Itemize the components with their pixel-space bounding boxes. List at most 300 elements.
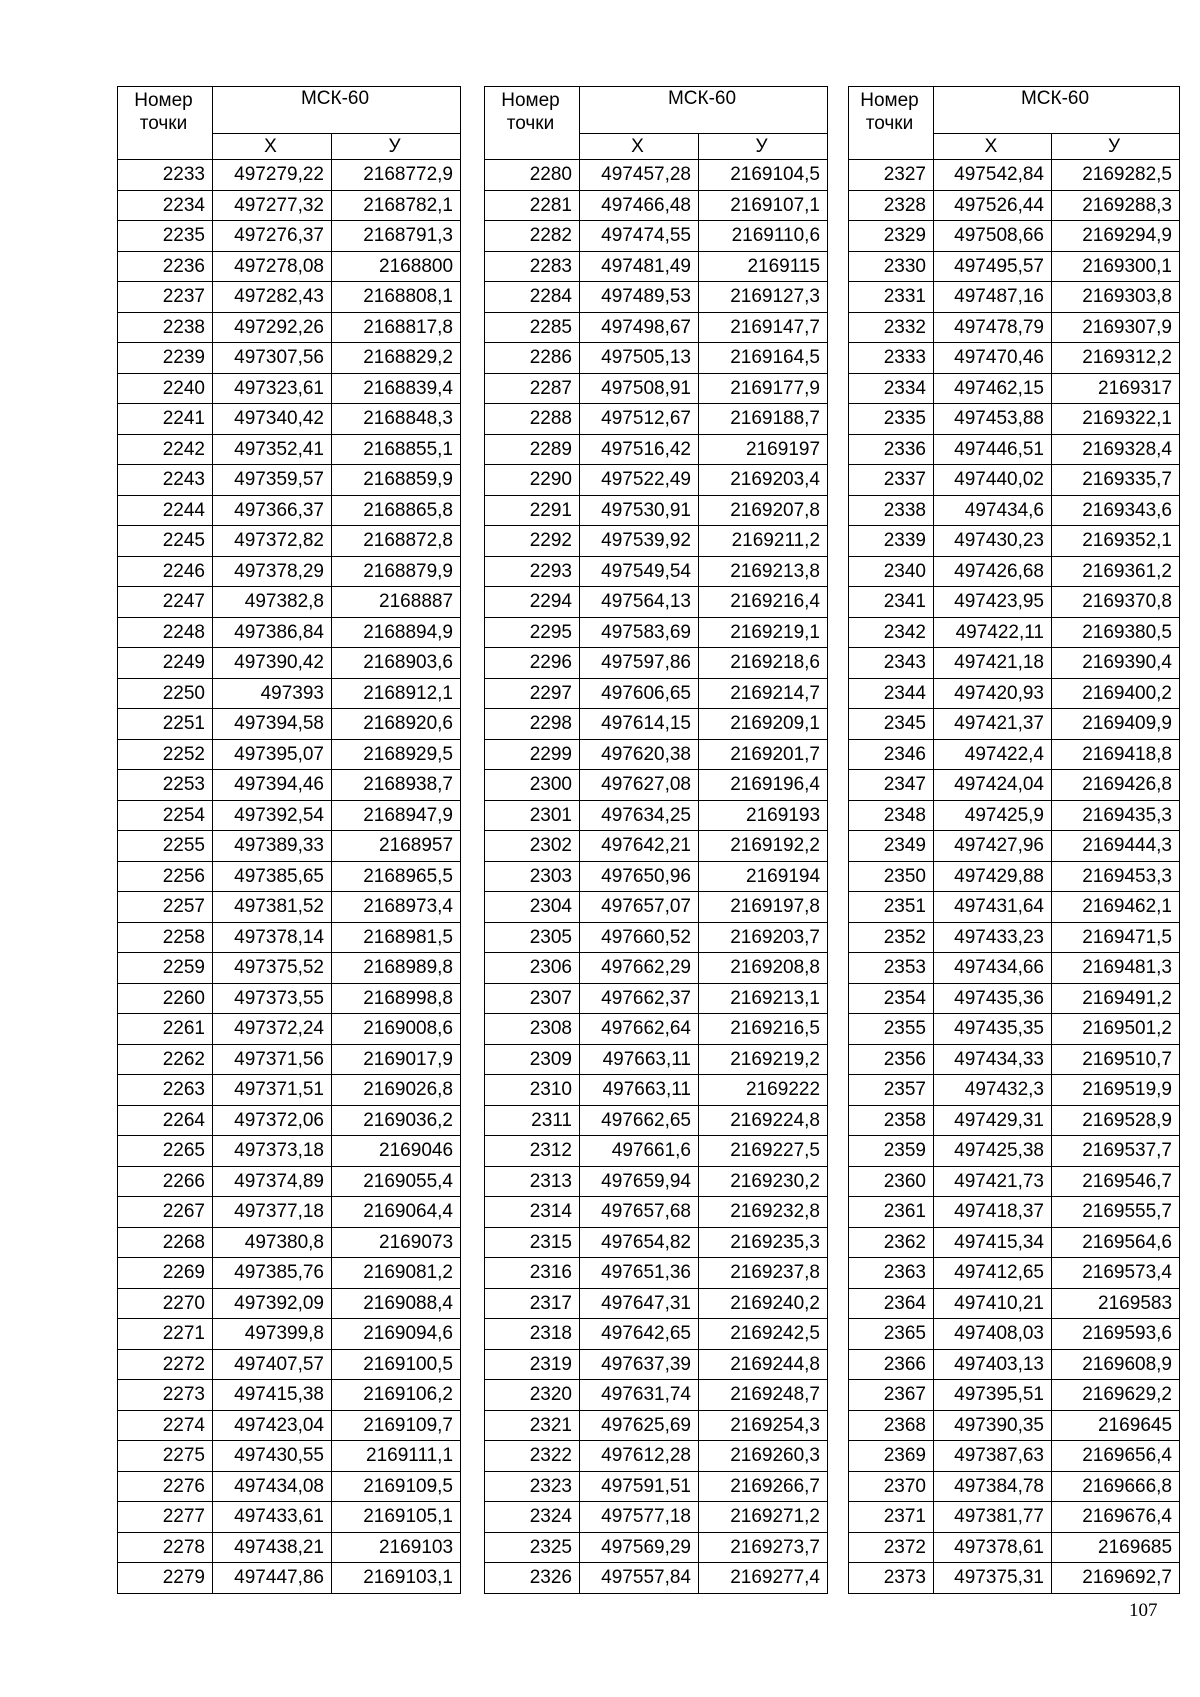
table-row <box>118 922 461 953</box>
y-coordinate-cell: 2169208,8 <box>699 953 828 984</box>
table-row <box>118 953 461 984</box>
table-row <box>485 1258 828 1289</box>
point-number-cell: 2289 <box>485 434 580 465</box>
y-coordinate-cell: 2169177,9 <box>699 373 828 404</box>
y-coordinate-cell: 2168848,3 <box>332 404 461 435</box>
y-coordinate-cell: 2169573,4 <box>1052 1258 1180 1289</box>
x-coordinate-cell: 497659,94 <box>580 1166 699 1197</box>
table-row <box>485 251 828 282</box>
x-coordinate-cell: 497422,11 <box>934 617 1052 648</box>
y-coordinate-cell: 2169188,7 <box>699 404 828 435</box>
y-coordinate-cell: 2168800 <box>332 251 461 282</box>
point-number-cell: 2287 <box>485 373 580 404</box>
table-row <box>849 678 1180 709</box>
table-row <box>849 709 1180 740</box>
y-coordinate-cell: 2169211,2 <box>699 526 828 557</box>
table-row <box>849 1105 1180 1136</box>
table-row <box>849 739 1180 770</box>
table-row <box>118 1197 461 1228</box>
x-coordinate-cell: 497631,74 <box>580 1380 699 1411</box>
table-row <box>849 465 1180 496</box>
y-coordinate-cell: 2169088,4 <box>332 1288 461 1319</box>
y-coordinate-cell: 2168989,8 <box>332 953 461 984</box>
x-coordinate-cell: 497399,8 <box>213 1319 332 1350</box>
x-coordinate-cell: 497447,86 <box>213 1563 332 1594</box>
point-number-cell: 2305 <box>485 922 580 953</box>
table-row <box>849 1380 1180 1411</box>
point-number-cell: 2317 <box>485 1288 580 1319</box>
y-coordinate-cell: 2169303,8 <box>1052 282 1180 313</box>
point-number-cell: 2349 <box>849 831 934 862</box>
table-row <box>485 953 828 984</box>
y-coordinate-cell: 2168957 <box>332 831 461 862</box>
point-number-cell: 2269 <box>118 1258 213 1289</box>
y-coordinate-cell: 2168865,8 <box>332 495 461 526</box>
point-number-cell: 2341 <box>849 587 934 618</box>
point-number-cell: 2360 <box>849 1166 934 1197</box>
y-coordinate-cell: 2169343,6 <box>1052 495 1180 526</box>
table-row <box>118 1471 461 1502</box>
table-row <box>118 831 461 862</box>
coordinate-system-header: МСК-60 <box>213 87 461 134</box>
point-number-cell: 2312 <box>485 1136 580 1167</box>
x-coordinate-cell: 497647,31 <box>580 1288 699 1319</box>
point-number-cell: 2333 <box>849 343 934 374</box>
table-row <box>485 556 828 587</box>
table-row <box>118 1532 461 1563</box>
point-number-cell: 2243 <box>118 465 213 496</box>
point-number-cell: 2282 <box>485 221 580 252</box>
x-coordinate-cell: 497392,54 <box>213 800 332 831</box>
y-coordinate-cell: 2169244,8 <box>699 1349 828 1380</box>
x-coordinate-cell: 497650,96 <box>580 861 699 892</box>
x-coordinate-cell: 497371,51 <box>213 1075 332 1106</box>
y-coordinate-cell: 2169197 <box>699 434 828 465</box>
point-number-cell: 2343 <box>849 648 934 679</box>
point-number-cell: 2255 <box>118 831 213 862</box>
point-number-cell: 2290 <box>485 465 580 496</box>
x-coordinate-cell: 497654,82 <box>580 1227 699 1258</box>
x-coordinate-cell: 497420,93 <box>934 678 1052 709</box>
point-number-cell: 2247 <box>118 587 213 618</box>
x-coordinate-cell: 497539,92 <box>580 526 699 557</box>
point-number-cell: 2347 <box>849 770 934 801</box>
y-coordinate-cell: 2169216,5 <box>699 1014 828 1045</box>
y-coordinate-cell: 2169491,2 <box>1052 983 1180 1014</box>
point-number-cell: 2297 <box>485 678 580 709</box>
x-coordinate-cell: 497403,13 <box>934 1349 1052 1380</box>
y-coordinate-cell: 2169081,2 <box>332 1258 461 1289</box>
table-row <box>485 1502 828 1533</box>
point-number-cell: 2271 <box>118 1319 213 1350</box>
point-number-cell: 2304 <box>485 892 580 923</box>
x-coordinate-cell: 497410,21 <box>934 1288 1052 1319</box>
y-coordinate-cell: 2169224,8 <box>699 1105 828 1136</box>
point-number-cell: 2369 <box>849 1441 934 1472</box>
x-coordinate-cell: 497512,67 <box>580 404 699 435</box>
x-coordinate-cell: 497407,57 <box>213 1349 332 1380</box>
point-number-cell: 2310 <box>485 1075 580 1106</box>
table-row <box>849 617 1180 648</box>
table-row <box>849 556 1180 587</box>
x-coordinate-cell: 497516,42 <box>580 434 699 465</box>
point-number-cell: 2327 <box>849 160 934 191</box>
x-coordinate-cell: 497389,33 <box>213 831 332 862</box>
x-coordinate-cell: 497386,84 <box>213 617 332 648</box>
table-row <box>849 953 1180 984</box>
point-number-cell: 2313 <box>485 1166 580 1197</box>
y-coordinate-cell: 2169017,9 <box>332 1044 461 1075</box>
y-coordinate-cell: 2169380,5 <box>1052 617 1180 648</box>
x-coordinate-cell: 497340,42 <box>213 404 332 435</box>
y-coordinate-cell: 2169294,9 <box>1052 221 1180 252</box>
y-coordinate-cell: 2169106,2 <box>332 1380 461 1411</box>
y-coordinate-cell: 2169209,1 <box>699 709 828 740</box>
table-row <box>849 1319 1180 1350</box>
table-row <box>849 1166 1180 1197</box>
table-row <box>485 1471 828 1502</box>
point-number-cell: 2323 <box>485 1471 580 1502</box>
x-coordinate-cell: 497359,57 <box>213 465 332 496</box>
point-number-cell: 2346 <box>849 739 934 770</box>
point-number-cell: 2262 <box>118 1044 213 1075</box>
point-number-cell: 2316 <box>485 1258 580 1289</box>
point-number-cell: 2256 <box>118 861 213 892</box>
y-coordinate-cell: 2169692,7 <box>1052 1563 1180 1594</box>
x-coordinate-cell: 497662,64 <box>580 1014 699 1045</box>
y-coordinate-cell: 2169222 <box>699 1075 828 1106</box>
y-coordinate-cell: 2169109,7 <box>332 1410 461 1441</box>
x-coordinate-cell: 497390,35 <box>934 1410 1052 1441</box>
y-coordinate-cell: 2168859,9 <box>332 465 461 496</box>
x-coordinate-cell: 497425,9 <box>934 800 1052 831</box>
y-coordinate-cell: 2168998,8 <box>332 983 461 1014</box>
y-coordinate-cell: 2169645 <box>1052 1410 1180 1441</box>
table-row <box>118 251 461 282</box>
table-row <box>118 373 461 404</box>
y-coordinate-cell: 2169203,7 <box>699 922 828 953</box>
x-coordinate-cell: 497557,84 <box>580 1563 699 1594</box>
table-row <box>849 800 1180 831</box>
x-coordinate-cell: 497591,51 <box>580 1471 699 1502</box>
y-coordinate-cell: 2169207,8 <box>699 495 828 526</box>
table-row <box>118 282 461 313</box>
point-number-cell: 2354 <box>849 983 934 1014</box>
y-coordinate-cell: 2169390,4 <box>1052 648 1180 679</box>
x-coordinate-cell: 497505,13 <box>580 343 699 374</box>
y-coordinate-cell: 2169094,6 <box>332 1319 461 1350</box>
y-coordinate-cell: 2169277,4 <box>699 1563 828 1594</box>
table-row <box>118 587 461 618</box>
x-coordinate-cell: 497597,86 <box>580 648 699 679</box>
point-number-cell: 2324 <box>485 1502 580 1533</box>
point-number-cell: 2303 <box>485 861 580 892</box>
coordinate-table-3 <box>848 86 1180 1594</box>
point-number-cell: 2252 <box>118 739 213 770</box>
x-coordinate-cell: 497394,46 <box>213 770 332 801</box>
point-number-cell: 2328 <box>849 190 934 221</box>
table-row <box>118 1044 461 1075</box>
point-number-cell: 2344 <box>849 678 934 709</box>
x-coordinate-cell: 497381,77 <box>934 1502 1052 1533</box>
point-number-cell: 2234 <box>118 190 213 221</box>
table-row <box>485 739 828 770</box>
table-row <box>118 343 461 374</box>
x-coordinate-cell: 497495,57 <box>934 251 1052 282</box>
point-number-cell: 2250 <box>118 678 213 709</box>
table-row <box>849 1288 1180 1319</box>
x-coordinate-cell: 497378,14 <box>213 922 332 953</box>
point-number-cell: 2273 <box>118 1380 213 1411</box>
table-row <box>485 526 828 557</box>
y-column-header: У <box>699 134 828 160</box>
y-coordinate-cell: 2169266,7 <box>699 1471 828 1502</box>
point-number-cell: 2350 <box>849 861 934 892</box>
table-row <box>485 861 828 892</box>
point-number-cell: 2365 <box>849 1319 934 1350</box>
point-number-cell: 2238 <box>118 312 213 343</box>
table-row <box>849 1197 1180 1228</box>
table-row <box>118 648 461 679</box>
y-coordinate-cell: 2169335,7 <box>1052 465 1180 496</box>
table-row <box>118 1166 461 1197</box>
point-number-header: Номер точки <box>849 87 934 160</box>
point-number-cell: 2373 <box>849 1563 934 1594</box>
table-row <box>485 892 828 923</box>
point-number-cell: 2242 <box>118 434 213 465</box>
table-row <box>849 282 1180 313</box>
y-coordinate-cell: 2169462,1 <box>1052 892 1180 923</box>
y-coordinate-cell: 2169685 <box>1052 1532 1180 1563</box>
table-row <box>118 1014 461 1045</box>
point-number-cell: 2288 <box>485 404 580 435</box>
table-row <box>485 800 828 831</box>
x-coordinate-cell: 497390,42 <box>213 648 332 679</box>
table-row <box>118 556 461 587</box>
x-coordinate-cell: 497278,08 <box>213 251 332 282</box>
point-number-cell: 2335 <box>849 404 934 435</box>
x-coordinate-cell: 497429,88 <box>934 861 1052 892</box>
x-coordinate-cell: 497374,89 <box>213 1166 332 1197</box>
table-row <box>849 892 1180 923</box>
table-row <box>485 160 828 191</box>
table-row <box>849 648 1180 679</box>
y-coordinate-cell: 2169328,4 <box>1052 434 1180 465</box>
point-number-cell: 2315 <box>485 1227 580 1258</box>
table-row <box>849 343 1180 374</box>
x-coordinate-cell: 497372,06 <box>213 1105 332 1136</box>
point-number-cell: 2285 <box>485 312 580 343</box>
y-coordinate-cell: 2169201,7 <box>699 739 828 770</box>
point-number-cell: 2283 <box>485 251 580 282</box>
x-coordinate-cell: 497425,38 <box>934 1136 1052 1167</box>
table-row <box>849 1258 1180 1289</box>
table-row <box>485 1319 828 1350</box>
x-coordinate-cell: 497642,65 <box>580 1319 699 1350</box>
table-row <box>118 1258 461 1289</box>
x-coordinate-cell: 497380,8 <box>213 1227 332 1258</box>
table-row <box>485 1288 828 1319</box>
x-coordinate-cell: 497423,04 <box>213 1410 332 1441</box>
y-coordinate-cell: 2169528,9 <box>1052 1105 1180 1136</box>
y-coordinate-cell: 2168817,8 <box>332 312 461 343</box>
point-number-cell: 2357 <box>849 1075 934 1106</box>
y-coordinate-cell: 2168938,7 <box>332 770 461 801</box>
y-coordinate-cell: 2169656,4 <box>1052 1441 1180 1472</box>
table-row <box>485 1441 828 1472</box>
point-number-cell: 2361 <box>849 1197 934 1228</box>
table-row <box>849 922 1180 953</box>
table-row <box>485 465 828 496</box>
table-row <box>118 160 461 191</box>
point-number-cell: 2371 <box>849 1502 934 1533</box>
x-coordinate-cell: 497421,73 <box>934 1166 1052 1197</box>
point-number-cell: 2366 <box>849 1349 934 1380</box>
point-number-cell: 2298 <box>485 709 580 740</box>
point-number-cell: 2235 <box>118 221 213 252</box>
table-row <box>118 983 461 1014</box>
y-coordinate-cell: 2168872,8 <box>332 526 461 557</box>
table-row <box>118 1349 461 1380</box>
x-coordinate-cell: 497372,24 <box>213 1014 332 1045</box>
x-coordinate-cell: 497434,6 <box>934 495 1052 526</box>
point-number-cell: 2291 <box>485 495 580 526</box>
table-row <box>849 1136 1180 1167</box>
point-number-cell: 2254 <box>118 800 213 831</box>
table-row <box>118 190 461 221</box>
x-column-header: Х <box>580 134 699 160</box>
y-coordinate-cell: 2169110,6 <box>699 221 828 252</box>
x-coordinate-cell: 497415,34 <box>934 1227 1052 1258</box>
x-coordinate-cell: 497432,3 <box>934 1075 1052 1106</box>
point-number-cell: 2325 <box>485 1532 580 1563</box>
x-coordinate-cell: 497435,35 <box>934 1014 1052 1045</box>
x-coordinate-cell: 497382,8 <box>213 587 332 618</box>
x-coordinate-cell: 497489,53 <box>580 282 699 313</box>
y-coordinate-cell: 2169104,5 <box>699 160 828 191</box>
point-number-cell: 2340 <box>849 556 934 587</box>
x-coordinate-cell: 497384,78 <box>934 1471 1052 1502</box>
table-row <box>485 648 828 679</box>
table-row <box>849 404 1180 435</box>
x-coordinate-cell: 497508,66 <box>934 221 1052 252</box>
y-coordinate-cell: 2169115 <box>699 251 828 282</box>
point-number-cell: 2257 <box>118 892 213 923</box>
x-coordinate-cell: 497352,41 <box>213 434 332 465</box>
table-row <box>485 1136 828 1167</box>
point-number-cell: 2237 <box>118 282 213 313</box>
table-row <box>485 434 828 465</box>
x-coordinate-cell: 497387,63 <box>934 1441 1052 1472</box>
y-coordinate-cell: 2169501,2 <box>1052 1014 1180 1045</box>
point-number-cell: 2364 <box>849 1288 934 1319</box>
y-coordinate-cell: 2169100,5 <box>332 1349 461 1380</box>
y-coordinate-cell: 2169418,8 <box>1052 739 1180 770</box>
x-coordinate-cell: 497282,43 <box>213 282 332 313</box>
x-coordinate-cell: 497375,31 <box>934 1563 1052 1594</box>
x-coordinate-cell: 497392,09 <box>213 1288 332 1319</box>
point-number-cell: 2265 <box>118 1136 213 1167</box>
y-coordinate-cell: 2169312,2 <box>1052 343 1180 374</box>
table-body <box>118 160 461 1594</box>
point-number-cell: 2331 <box>849 282 934 313</box>
x-coordinate-cell: 497434,33 <box>934 1044 1052 1075</box>
y-coordinate-cell: 2168782,1 <box>332 190 461 221</box>
y-coordinate-cell: 2169300,1 <box>1052 251 1180 282</box>
x-coordinate-cell: 497371,56 <box>213 1044 332 1075</box>
x-coordinate-cell: 497373,55 <box>213 983 332 1014</box>
x-coordinate-cell: 497662,65 <box>580 1105 699 1136</box>
table-row <box>849 861 1180 892</box>
x-coordinate-cell: 497657,68 <box>580 1197 699 1228</box>
y-coordinate-cell: 2169370,8 <box>1052 587 1180 618</box>
x-coordinate-cell: 497564,13 <box>580 587 699 618</box>
y-coordinate-cell: 2168829,2 <box>332 343 461 374</box>
point-number-cell: 2368 <box>849 1410 934 1441</box>
table-row <box>118 770 461 801</box>
table-row <box>118 861 461 892</box>
point-number-cell: 2280 <box>485 160 580 191</box>
x-coordinate-cell: 497498,67 <box>580 312 699 343</box>
y-coordinate-cell: 2169232,8 <box>699 1197 828 1228</box>
x-coordinate-cell: 497292,26 <box>213 312 332 343</box>
point-number-cell: 2293 <box>485 556 580 587</box>
y-coordinate-cell: 2168772,9 <box>332 160 461 191</box>
point-number-cell: 2355 <box>849 1014 934 1045</box>
y-coordinate-cell: 2169194 <box>699 861 828 892</box>
coordinate-system-header: МСК-60 <box>580 87 828 134</box>
x-coordinate-cell: 497279,22 <box>213 160 332 191</box>
point-number-cell: 2363 <box>849 1258 934 1289</box>
table-row <box>485 1166 828 1197</box>
y-coordinate-cell: 2169519,9 <box>1052 1075 1180 1106</box>
y-coordinate-cell: 2168920,6 <box>332 709 461 740</box>
y-coordinate-cell: 2168808,1 <box>332 282 461 313</box>
x-coordinate-cell: 497508,91 <box>580 373 699 404</box>
y-coordinate-cell: 2168965,5 <box>332 861 461 892</box>
point-number-cell: 2302 <box>485 831 580 862</box>
y-coordinate-cell: 2169453,3 <box>1052 861 1180 892</box>
y-coordinate-cell: 2168947,9 <box>332 800 461 831</box>
x-coordinate-cell: 497663,11 <box>580 1075 699 1106</box>
table-row <box>485 404 828 435</box>
y-coordinate-cell: 2169282,5 <box>1052 160 1180 191</box>
table-row <box>849 1014 1180 1045</box>
table-row <box>849 770 1180 801</box>
y-coordinate-cell: 2169361,2 <box>1052 556 1180 587</box>
y-coordinate-cell: 2169254,3 <box>699 1410 828 1441</box>
x-coordinate-cell: 497373,18 <box>213 1136 332 1167</box>
point-number-cell: 2241 <box>118 404 213 435</box>
x-coordinate-cell: 497583,69 <box>580 617 699 648</box>
point-number-cell: 2321 <box>485 1410 580 1441</box>
x-coordinate-cell: 497422,4 <box>934 739 1052 770</box>
y-coordinate-cell: 2169046 <box>332 1136 461 1167</box>
table-row <box>118 1227 461 1258</box>
y-coordinate-cell: 2169218,6 <box>699 648 828 679</box>
x-coordinate-cell: 497385,76 <box>213 1258 332 1289</box>
table-row <box>118 465 461 496</box>
point-number-cell: 2277 <box>118 1502 213 1533</box>
point-number-cell: 2300 <box>485 770 580 801</box>
y-coordinate-cell: 2169273,7 <box>699 1532 828 1563</box>
y-coordinate-cell: 2169555,7 <box>1052 1197 1180 1228</box>
x-coordinate-cell: 497394,58 <box>213 709 332 740</box>
point-number-cell: 2267 <box>118 1197 213 1228</box>
y-coordinate-cell: 2168887 <box>332 587 461 618</box>
x-coordinate-cell: 497433,61 <box>213 1502 332 1533</box>
table-row <box>849 495 1180 526</box>
